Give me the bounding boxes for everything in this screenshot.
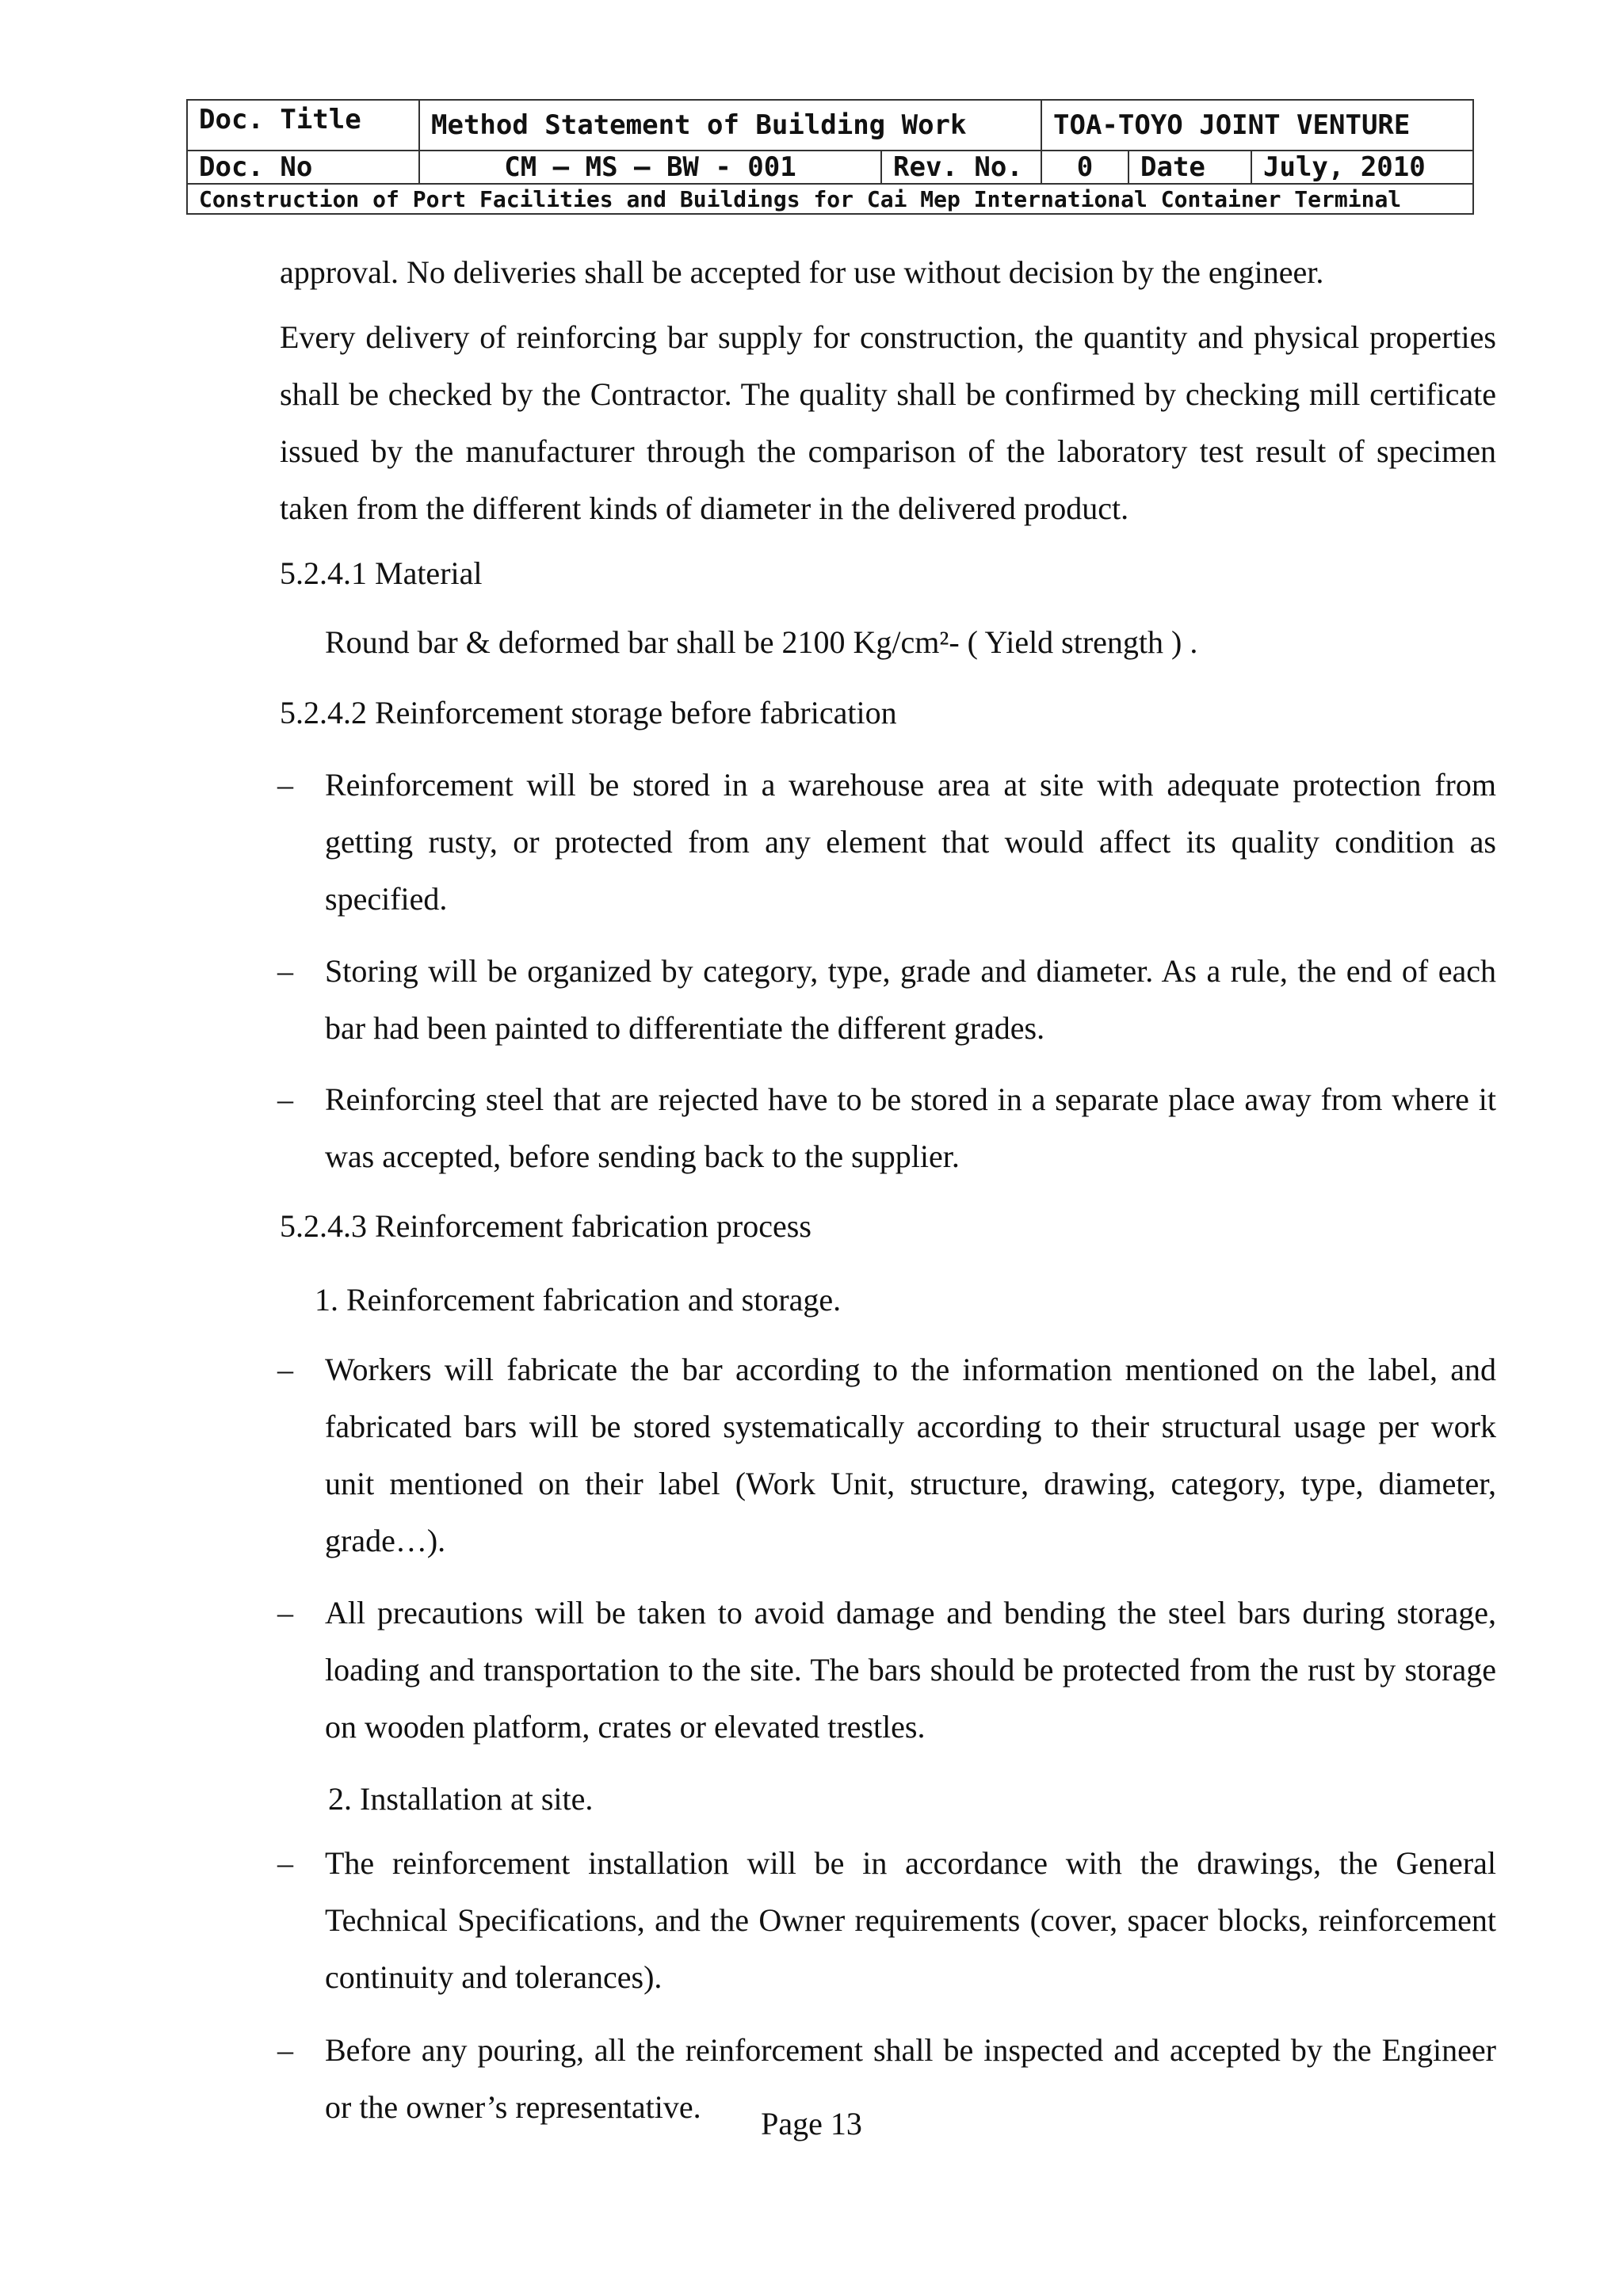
paragraph-delivery-checks: Every delivery of reinforcing bar supply for construction, the quantity and physical properties shall be checked by the Contractor. The quality shall be confirmed by checking mill certificate issued by the manufacturer through the comparison of the laboratory test result of specimen taken from the different kinds of diameter in the delivered product. — [280, 319, 1496, 526]
company-name: TOA-TOYO JOINT VENTURE — [1041, 100, 1473, 151]
dash-bullet: – — [277, 953, 293, 989]
paragraph-approval: approval. No deliveries shall be accepted for use without decision by the engineer. — [280, 254, 1324, 290]
page-number: Page 13 — [761, 2106, 862, 2142]
doc-no-label: Doc. No — [187, 151, 419, 184]
date-label: Date — [1128, 151, 1251, 184]
doc-title-label: Doc. Title — [187, 100, 419, 151]
date-value: July, 2010 — [1251, 151, 1473, 184]
section-heading-5-2-4-1: 5.2.4.1 Material — [280, 555, 483, 591]
material-spec-text: Round bar & deformed bar shall be 2100 Kg/cm²- ( Yield strength ) . — [325, 624, 1198, 660]
subheading-installation: 2. Installation at site. — [328, 1781, 594, 1817]
section-heading-5-2-4-3: 5.2.4.3 Reinforcement fabrication process — [280, 1208, 812, 1244]
rev-no-value: 0 — [1041, 151, 1128, 184]
document-header-table — [186, 99, 1474, 215]
dash-bullet: – — [277, 1081, 293, 1117]
project-title: Construction of Port Facilities and Buildings for Cai Mep International Container Terminal — [187, 184, 1473, 214]
dash-bullet: – — [277, 2032, 293, 2068]
subheading-fabrication-storage: 1. Reinforcement fabrication and storage. — [315, 1282, 842, 1318]
dash-bullet: – — [277, 767, 293, 803]
dash-bullet: – — [277, 1595, 293, 1630]
dash-bullet: – — [277, 1352, 293, 1387]
rev-no-label: Rev. No. — [881, 151, 1041, 184]
doc-no-value: CM – MS – BW - 001 — [419, 151, 881, 184]
doc-title-value: Method Statement of Building Work — [419, 100, 1041, 151]
dash-bullet: – — [277, 1845, 293, 1881]
section-heading-5-2-4-2: 5.2.4.2 Reinforcement storage before fabrication — [280, 695, 897, 730]
